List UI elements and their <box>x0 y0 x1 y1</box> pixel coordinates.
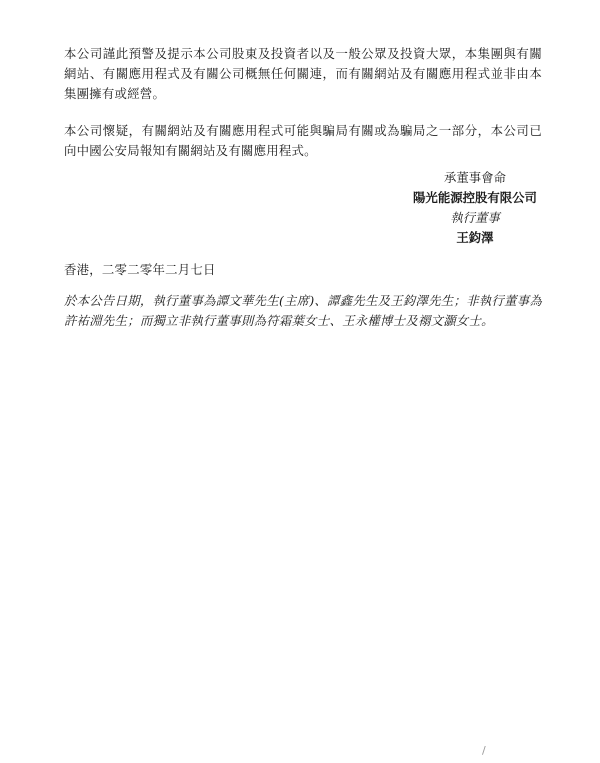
company-name: 陽光能源控股有限公司 <box>413 190 537 205</box>
by-order-line: 承董事會命 <box>444 170 506 185</box>
directors-paragraph: 於本公告日期，執行董事為譚文華先生(主席)、譚鑫先生及王鈞澤先生；非執行董事為許祐淵先生；而獨立非執行董事則為符霜葉女士、王永權博士及禤文灝女士。 <box>64 293 542 328</box>
signature-block <box>380 168 570 248</box>
signatory-title: 執行董事 <box>450 210 500 225</box>
signatory-name: 王鈞澤 <box>456 230 494 245</box>
scan-mark: / <box>482 744 486 757</box>
suspicion-paragraph: 本公司懷疑，有關網站及有關應用程式可能與騙局有關或為騙局之一部分，本公司已向中國公安局報知有關網站及有關應用程式。 <box>64 123 542 158</box>
warning-paragraph: 本公司謹此預警及提示本公司股東及投資者以及一般公眾及投資大眾，本集團與有關網站、有關應用程式及有關公司概無任何關連，而有關網站及有關應用程式並非由本集團擁有或經營。 <box>64 46 542 101</box>
place-date-line: 香港，二零二零年二月七日 <box>64 262 216 277</box>
